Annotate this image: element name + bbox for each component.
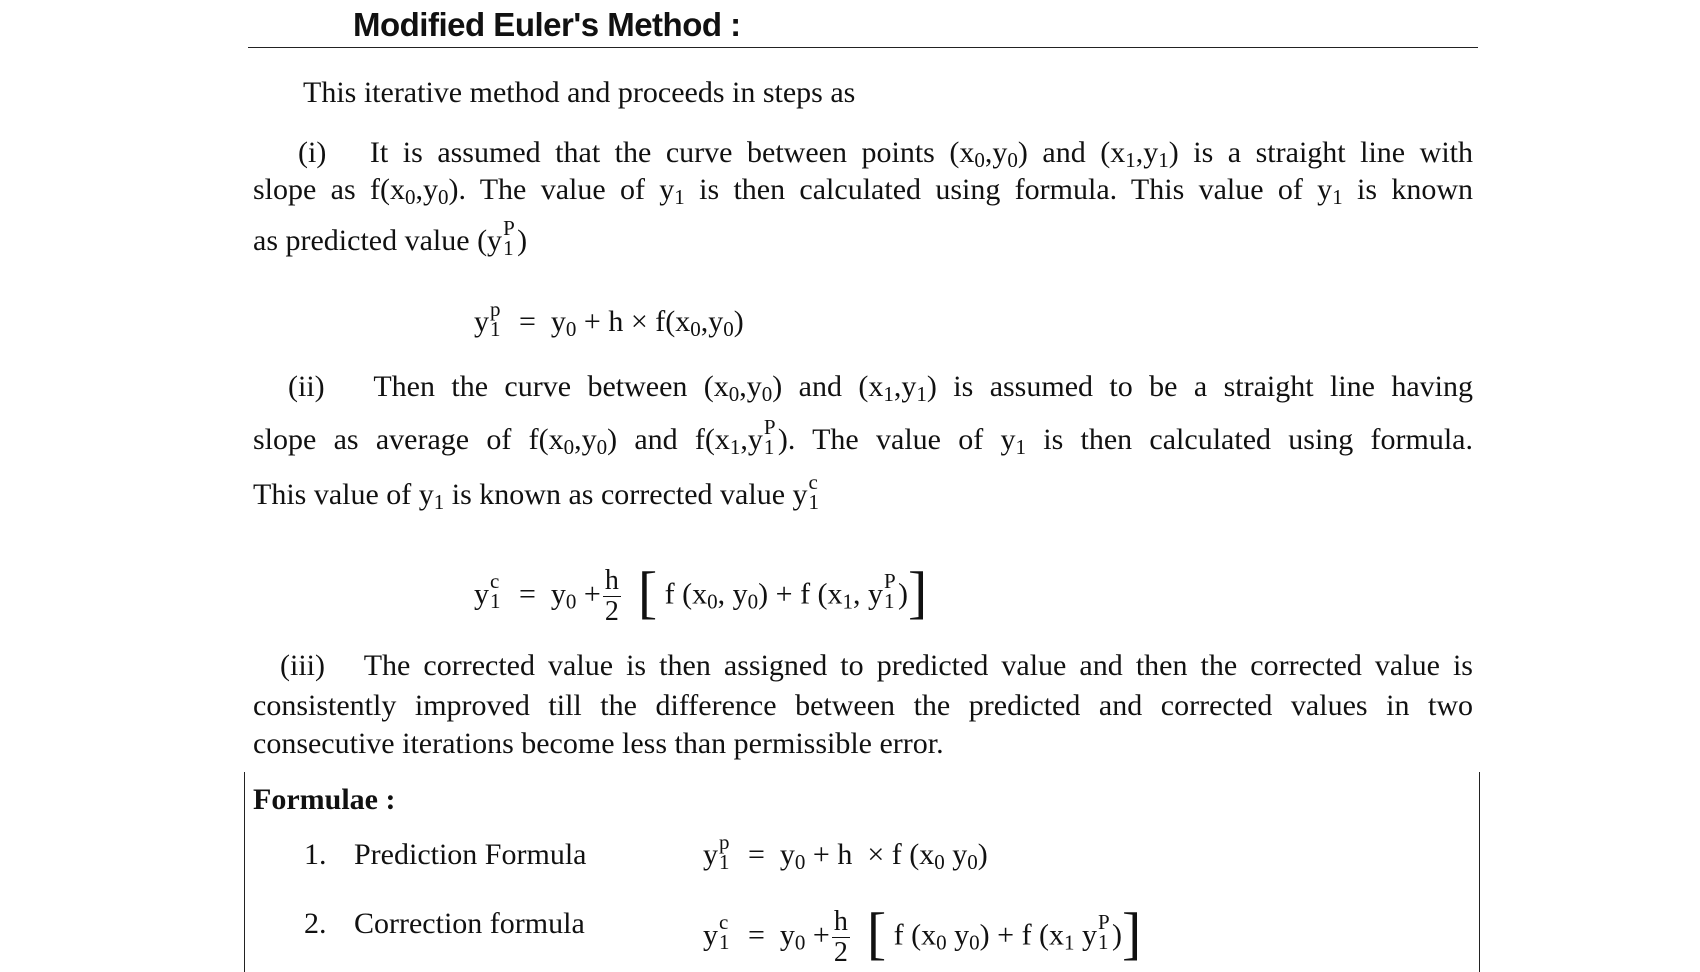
- sub: 1: [490, 317, 501, 341]
- sub: 0: [437, 185, 449, 209]
- supsub: [883, 569, 898, 614]
- eq-term: f (x: [886, 918, 937, 952]
- sub: 0: [934, 850, 945, 874]
- step1-line3: [253, 216, 528, 260]
- step1-text: ) is a straight line with: [1168, 136, 1473, 169]
- step2-line3: [253, 470, 823, 514]
- step2-label: (ii): [288, 370, 325, 403]
- equals-sign: =: [748, 918, 765, 952]
- sub: 0: [1007, 148, 1018, 172]
- formula-item-name: Prediction Formula: [354, 838, 587, 871]
- sub: 1: [916, 382, 927, 406]
- sub: 1: [1098, 930, 1109, 955]
- sub: 1: [719, 850, 730, 874]
- formula-prediction: [703, 830, 988, 874]
- sub: 1: [842, 589, 854, 614]
- sup: p: [719, 830, 730, 854]
- step1-text: as predicted value (y: [253, 224, 503, 257]
- eq-term: y: [779, 918, 795, 952]
- sub: 0: [747, 589, 759, 614]
- sub: 1: [1158, 148, 1169, 172]
- sup: c: [808, 470, 818, 494]
- eq-term: y: [779, 838, 795, 871]
- step1-text: is then calculated using formula. This value of y: [684, 173, 1333, 206]
- sub: 0: [794, 930, 806, 955]
- step3-line2: consistently improved till the difference between the predicted and corrected values in two: [253, 689, 1473, 722]
- sub: 1: [808, 490, 820, 514]
- sub: 0: [967, 850, 978, 874]
- step2-text: ,y: [740, 423, 763, 456]
- right-bracket: ]: [908, 559, 928, 625]
- sub: 0: [761, 382, 773, 406]
- step1-text: It is assumed that the curve between points (x: [369, 136, 975, 169]
- eq-term: ): [977, 838, 988, 871]
- equals-sign: =: [519, 305, 536, 338]
- equation-predicted: [474, 297, 744, 341]
- supsub: [808, 470, 823, 514]
- sup: P: [1098, 910, 1110, 935]
- sub: 0: [565, 589, 577, 614]
- plus-sign: +: [576, 577, 601, 611]
- step1-label: (i): [298, 136, 327, 169]
- step3-line1: [253, 649, 1473, 683]
- step1-text: slope as f(x: [253, 173, 405, 206]
- left-bracket: [: [637, 559, 658, 625]
- step2-line1: [253, 370, 1473, 404]
- numerator: h: [833, 906, 848, 937]
- sup: P: [763, 415, 776, 439]
- step2-text: Then the curve between (x: [373, 370, 729, 403]
- eq-term: y: [703, 918, 718, 952]
- step1-text: ): [517, 224, 528, 257]
- fraction: [832, 907, 850, 968]
- step1-text: ,y: [1135, 136, 1159, 169]
- sub: 1: [884, 589, 895, 614]
- step3-line3: consecutive iterations become less than permissible error.: [253, 727, 944, 760]
- eq-term: ): [1112, 918, 1123, 952]
- formula-item-number: 2.: [304, 907, 327, 940]
- sub: 0: [563, 435, 575, 459]
- sup: P: [884, 569, 896, 594]
- eq-term: y: [474, 305, 489, 338]
- left-bracket: [: [866, 900, 887, 966]
- eq-term: ): [898, 577, 909, 611]
- supsub: [718, 910, 733, 955]
- right-bracket: ]: [1122, 900, 1142, 966]
- sub: 0: [936, 930, 947, 955]
- sub: 1: [433, 490, 445, 514]
- numerator: h: [604, 565, 619, 596]
- step2-line2: [253, 415, 1473, 459]
- step2-text: slope as average of f(x: [253, 423, 564, 456]
- sub: 1: [1125, 148, 1136, 172]
- eq-term: + h × f (x: [805, 838, 935, 871]
- formula-item-name: Correction formula: [354, 907, 585, 940]
- eq-term: ): [733, 305, 744, 338]
- sub: 1: [674, 185, 685, 209]
- step1-line2: [253, 173, 1473, 207]
- equals-sign: =: [519, 577, 536, 611]
- sub: 0: [707, 589, 718, 614]
- step3-label: (iii): [280, 649, 325, 682]
- sub: 1: [1332, 185, 1343, 209]
- plus-sign: +: [805, 918, 830, 952]
- intro-text: This iterative method and proceeds in steps as: [303, 76, 856, 109]
- denominator: 2: [833, 937, 848, 968]
- sup: c: [490, 569, 500, 594]
- step2-text: is then calculated using formula.: [1025, 423, 1473, 456]
- eq-term: , y: [717, 577, 748, 611]
- page-title: Modified Euler's Method :: [353, 6, 741, 43]
- sub: 0: [404, 185, 416, 209]
- step2-text: ) and f(x: [607, 423, 730, 456]
- formula-correction: [703, 900, 1142, 968]
- sub: 0: [690, 317, 701, 341]
- sub: 0: [794, 850, 806, 874]
- sub: 0: [728, 382, 740, 406]
- step2-text: is known as corrected value y: [444, 478, 808, 511]
- equation-corrected: [474, 559, 928, 627]
- eq-term: y: [550, 577, 566, 611]
- formulae-heading: Formulae :: [253, 783, 396, 816]
- sub: 1: [503, 236, 514, 260]
- sub: 1: [1064, 930, 1075, 955]
- step2-text: ) and (x: [772, 370, 884, 403]
- sub: 1: [763, 435, 775, 459]
- supsub: [489, 569, 504, 614]
- sup: c: [719, 910, 729, 935]
- step3-text: The corrected value is then assigned to predicted value and then the corrected value is: [363, 649, 1473, 682]
- eq-term: y: [550, 305, 566, 338]
- eq-term: , y: [853, 577, 884, 611]
- eq-term: ) + f (x: [979, 918, 1065, 952]
- sub: 0: [974, 148, 985, 172]
- supsub: [502, 216, 517, 260]
- denominator: 2: [604, 596, 619, 627]
- supsub: [489, 297, 504, 341]
- step2-text: ,y: [739, 370, 762, 403]
- step2-text: ). The value of y: [777, 423, 1016, 456]
- eq-term: + h × f(x: [576, 305, 691, 338]
- step2-text: ,y: [893, 370, 917, 403]
- eq-term: y: [474, 577, 489, 611]
- sub: 0: [596, 435, 608, 459]
- step2-text: This value of y: [253, 478, 434, 511]
- fraction: [603, 566, 621, 627]
- sub: 0: [565, 317, 577, 341]
- supsub: [1097, 910, 1112, 955]
- formula-item-number: 1.: [304, 838, 327, 871]
- sub: 1: [719, 930, 730, 955]
- step2-text: ,y: [574, 423, 597, 456]
- step1-text: ). The value of y: [448, 173, 675, 206]
- sub: 0: [723, 317, 734, 341]
- step1-line1: [253, 136, 1473, 170]
- step1-text: is known: [1342, 173, 1474, 206]
- equals-sign: =: [748, 838, 765, 871]
- sub: 1: [1015, 435, 1026, 459]
- eq-term: ) + f (x: [758, 577, 843, 611]
- sub: 1: [729, 435, 741, 459]
- eq-term: y: [944, 838, 968, 871]
- sub: 0: [969, 930, 980, 955]
- sup: P: [503, 216, 515, 240]
- sub: 1: [883, 382, 894, 406]
- eq-term: y: [946, 918, 970, 952]
- title-underline: [248, 47, 1478, 48]
- supsub: [763, 415, 778, 459]
- step1-text: ,y: [415, 173, 438, 206]
- step2-text: ) is assumed to be a straight line having: [926, 370, 1473, 403]
- sub: 1: [490, 589, 501, 614]
- eq-term: y: [1074, 918, 1098, 952]
- eq-term: f (x: [657, 577, 708, 611]
- eq-term: ,y: [700, 305, 724, 338]
- step1-text: ,y: [984, 136, 1008, 169]
- eq-term: y: [703, 838, 718, 871]
- step1-text: ) and (x: [1017, 136, 1126, 169]
- sup: p: [490, 297, 501, 321]
- supsub: [718, 830, 733, 874]
